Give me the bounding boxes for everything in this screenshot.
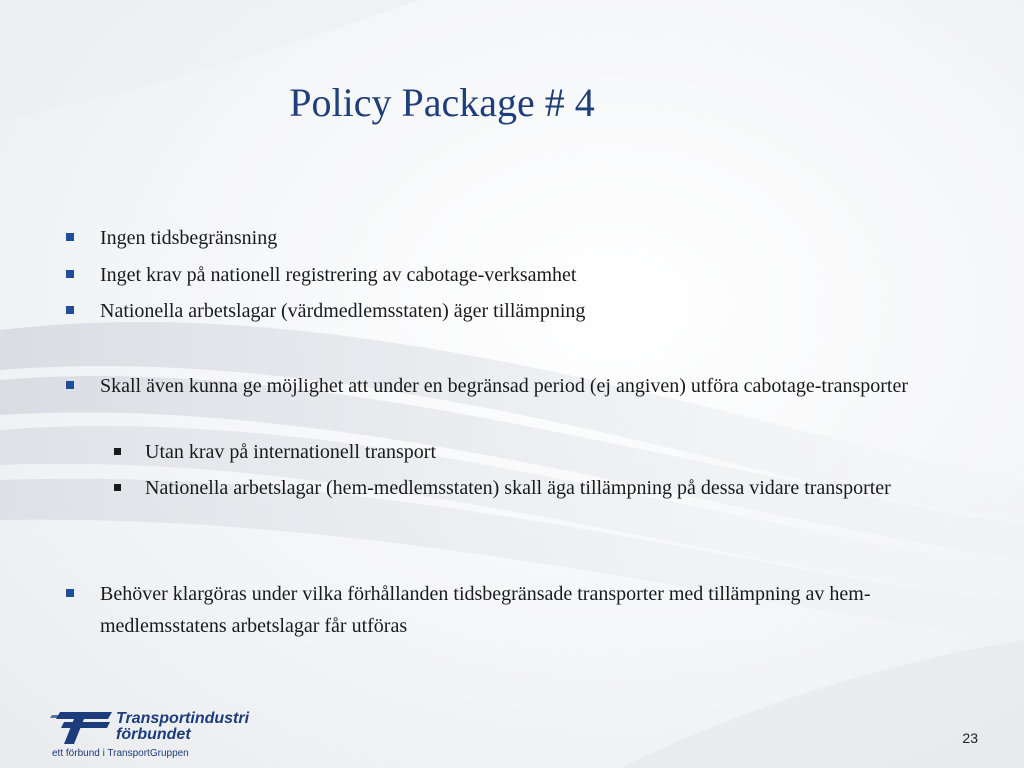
page-number: 23 <box>962 730 978 746</box>
bullet-marker-icon <box>66 270 74 278</box>
bullet-marker-icon <box>66 381 74 389</box>
sub-bullet-marker-icon <box>114 484 121 491</box>
bullet-text: Ingen tidsbegränsning <box>100 227 278 249</box>
bullet-marker-icon <box>66 589 74 597</box>
bullet-marker-icon <box>66 233 74 241</box>
logo-tagline: ett förbund i TransportGruppen <box>52 748 189 759</box>
bullet-item <box>66 295 926 327</box>
bullet-item <box>66 259 926 291</box>
bullet-item <box>66 578 926 642</box>
bullet-item <box>66 370 936 402</box>
bullet-text: Behöver klargöras under vilka förhållanden tidsbegränsade transporter med tillämpning av hem-medlemsstatens arbetslagar får utföras <box>100 583 871 637</box>
logo-name-line2: förbundet <box>116 726 191 743</box>
bullet-text: Utan krav på internationell transport <box>145 441 437 463</box>
sub-bullet-item <box>114 472 924 504</box>
organization-logo <box>50 708 290 764</box>
bullet-text: Nationella arbetslagar (värdmedlemsstaten) äger tillämpning <box>100 300 586 322</box>
bullet-text: Inget krav på nationell registrering av cabotage-verksamhet <box>100 264 577 286</box>
logo-name-line1: Transportindustri <box>116 710 250 727</box>
tf-logo-icon <box>50 710 114 746</box>
bullet-item <box>66 222 926 254</box>
slide-title: Policy Package # 4 <box>289 80 595 125</box>
bullet-text: Nationella arbetslagar (hem-medlemsstaten) skall äga tillämpning på dessa vidare transporter <box>145 477 891 499</box>
sub-bullet-item <box>114 436 924 468</box>
bullet-marker-icon <box>66 306 74 314</box>
sub-bullet-marker-icon <box>114 448 121 455</box>
bullet-text: Skall även kunna ge möjlighet att under en begränsad period (ej angiven) utföra cabotage-transporter <box>100 375 909 397</box>
